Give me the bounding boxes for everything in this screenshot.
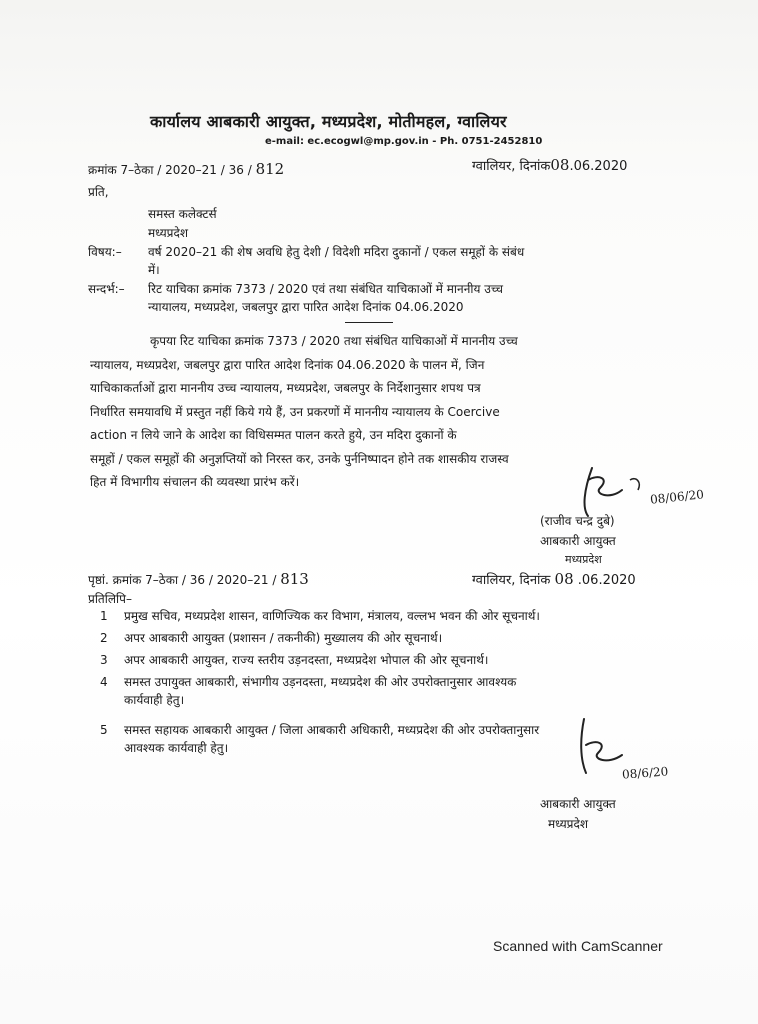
endorsement-date-day: 08 [554,570,574,588]
list-item-number: 2 [100,631,108,645]
ref-number-text: क्रमांक 7–ठेका / 2020–21 / 36 / [88,163,252,177]
list-item-number: 4 [100,675,108,689]
endorsement-ref-handwritten: 813 [280,570,309,588]
reference-line-1: रिट याचिका क्रमांक 7373 / 2020 एवं तथा संबंधित याचिकाओं में माननीय उच्च [148,282,503,296]
list-item-number: 1 [100,609,108,623]
endorsement-signatory-state: मध्यप्रदेश [548,817,589,831]
letter-ref-number [88,160,284,178]
signature-2-note: 08/6/20 [621,764,669,782]
list-item [100,629,690,647]
list-item-text: अपर आबकारी आयुक्त, राज्य स्तरीय उड़नदस्ता, मध्यप्रदेश भोपाल की ओर सूचनार्थ। [124,653,489,667]
body-line: न्यायालय, मध्यप्रदेश, जबलपुर द्वारा पारित आदेश दिनांक 04.06.2020 के पालन में, जिन [90,357,485,372]
list-item-continuation [100,691,690,709]
subject-line-2: में। [148,263,160,277]
signatory-name: (राजीव चन्द्र दुबे) [540,514,615,528]
body-line: कृपया रिट याचिका क्रमांक 7373 / 2020 तथा संबंधित याचिकाओं में माननीय उच्च [150,334,518,348]
body-line: हित में विभागीय संचालन की व्यवस्था प्रारंभ करें। [90,475,300,489]
list-item-text-cont: आवश्यक कार्यवाही हेतु। [124,741,229,755]
list-item-number: 5 [100,723,108,737]
list-item [100,651,690,669]
list-item-text: समस्त सहायक आबकारी आयुक्त / जिला आबकारी अधिकारी, मध्यप्रदेश की ओर उपरोक्तानुसार [124,723,540,737]
list-item-text-cont: कार्यवाही हेतु। [124,693,185,707]
separator-rule [345,322,393,323]
scanner-watermark: Scanned with CamScanner [493,938,663,954]
date-rest: .06.2020 [569,159,628,174]
endorsement-date-prefix: ग्वालियर, दिनांक [472,573,551,588]
body-line: action न लिये जाने के आदेश का विधिसम्मत पालन करते हुये, उन मदिरा दुकानों के [90,428,457,442]
list-item [100,673,690,691]
signatory-state: मध्यप्रदेश [565,553,602,566]
subject-line-1: वर्ष 2020–21 की शेष अवधि हेतु देशी / विदेशी मदिरा दुकानों / एकल समूहों के संबंध [148,245,525,259]
date-prefix: ग्वालियर, दिनांक [472,159,551,174]
letter-date [472,156,627,174]
signature-1-note: 08/06/20 [649,487,705,507]
office-title: कार्यालय आबकारी आयुक्त, मध्यप्रदेश, मोतीमहल, ग्वालियर [150,112,507,131]
endorsement-date-rest: .06.2020 [577,573,636,588]
subject-label: विषय:– [88,245,122,259]
ref-number-handwritten: 812 [255,160,285,178]
endorsement-signatory-designation: आबकारी आयुक्त [540,797,616,811]
list-item-number: 3 [100,653,108,667]
body-line: निर्धारित समयावधि में प्रस्तुत नहीं किये गये हैं, उन प्रकरणों में माननीय न्यायालय के Coercive [90,404,500,419]
reference-line-2: न्यायालय, मध्यप्रदेश, जबलपुर द्वारा पारित आदेश दिनांक 04.06.2020 [148,300,464,314]
to-label: प्रति, [88,185,109,199]
date-day-handwritten: 08 [550,156,570,174]
list-item-text: समस्त उपायुक्त आबकारी, संभागीय उड़नदस्ता, मध्यप्रदेश की ओर उपरोक्तानुसार आवश्यक [124,675,517,689]
list-item-text: अपर आबकारी आयुक्त (प्रशासन / तकनीकी) मुख्यालय की ओर सूचनार्थ। [124,631,443,645]
list-item-text: प्रमुख सचिव, मध्यप्रदेश शासन, वाणिज्यिक कर विभाग, मंत्रालय, वल्लभ भवन की ओर सूचनार्थ। [124,609,540,623]
reference-label: सन्दर्भ:– [88,282,125,296]
body-line: समूहों / एकल समूहों की अनुज्ञप्तियों को निरस्त कर, उनके पुर्ननिष्पादन होने तक शासकीय राजस्व [90,451,509,466]
endorsement-date [472,570,636,588]
list-item [100,607,690,625]
body-line: याचिकाकर्ताओं द्वारा माननीय उच्च न्यायालय, मध्यप्रदेश, जबलपुर के निर्देशानुसार शपथ पत्र [90,381,481,395]
addressee-line-1: समस्त कलेक्टर्स [148,207,217,221]
endorsement-ref-number [88,570,309,588]
addressee-line-2: मध्यप्रदेश [148,226,189,240]
copy-label: प्रतिलिपि– [88,592,132,606]
endorsement-ref-text: पृष्ठां. क्रमांक 7–ठेका / 36 / 2020–21 / [88,573,277,587]
signatory-designation: आबकारी आयुक्त [540,534,616,548]
contact-info: e-mail: ec.ecogwl@mp.gov.in - Ph. 0751-2452810 [265,136,543,147]
